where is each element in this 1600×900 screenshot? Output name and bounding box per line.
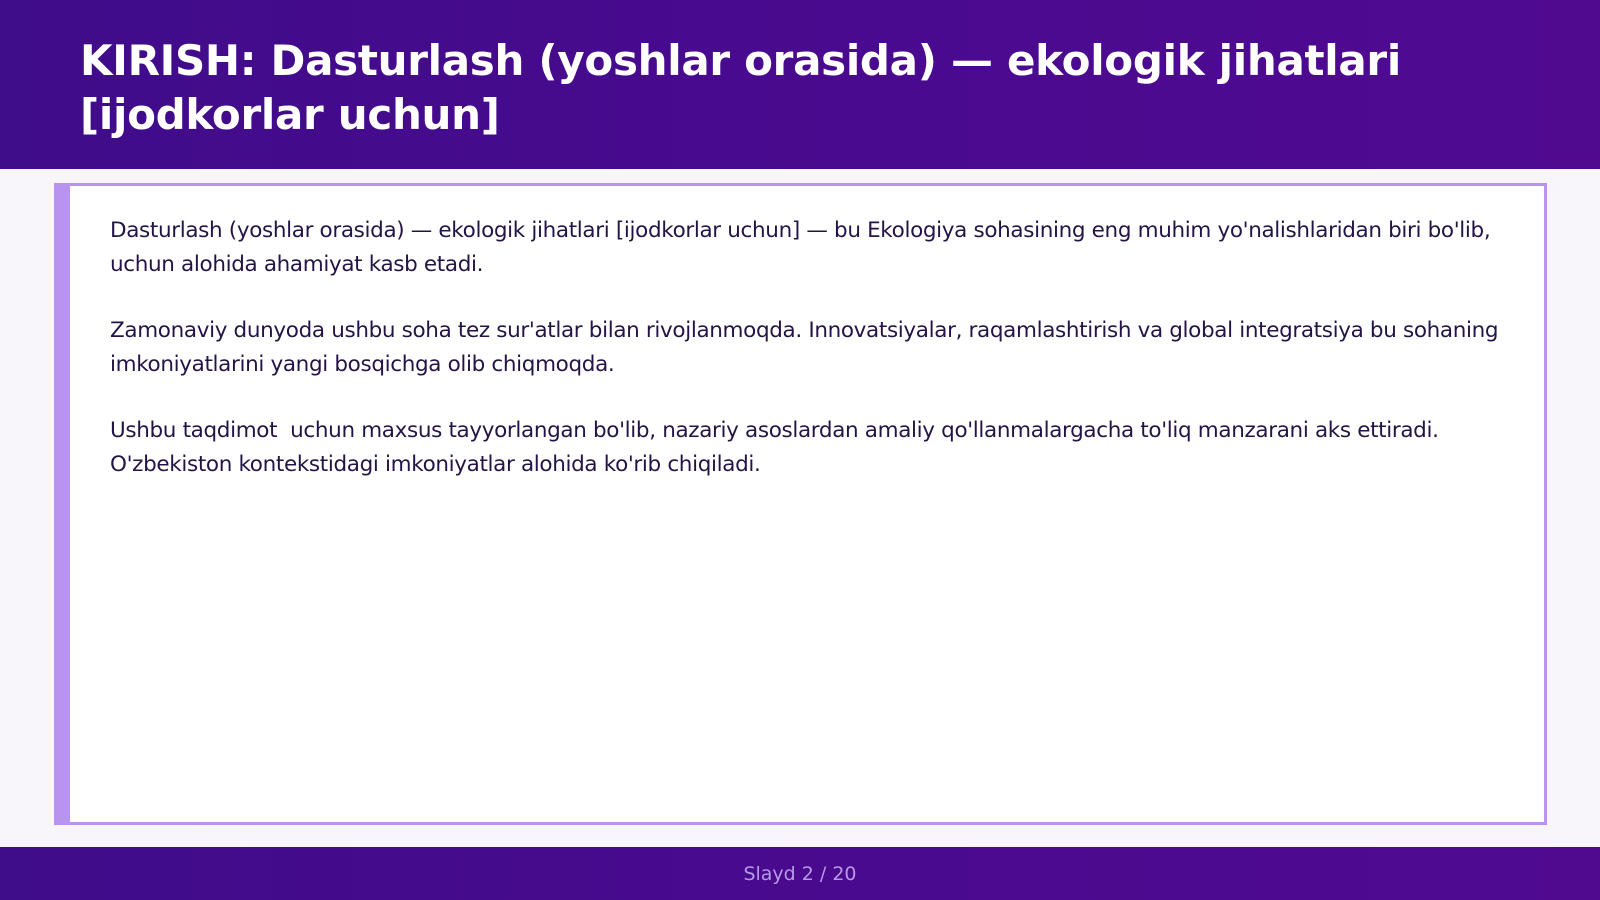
paragraph-modern-world: Zamonaviy dunyoda ushbu soha tez sur'atlar bilan rivojlanmoqda. Innovatsiyalar, raqamlashtirish va global integratsiya bu sohaning imkoniyatlarini yangi bosqichga olib chiqmoqda. [110, 318, 1505, 377]
slide-number: Slayd 2 / 20 [743, 863, 857, 885]
slide-footer [0, 847, 1600, 900]
paragraph-presentation-scope: Ushbu taqdimot uchun maxsus tayyorlangan bo'lib, nazariy asoslardan amaliy qo'llanmalargacha to'liq manzarani aks ettiradi. O'zbekiston kontekstidagi imkoniyatlar alohida ko'rib chiqiladi. [110, 418, 1446, 477]
content-text [110, 214, 1510, 514]
slide-header [0, 0, 1600, 169]
content-panel [54, 183, 1547, 825]
slide-title: KIRISH: Dasturlash (yoshlar orasida) — ekologik jihatlari [ijodkorlar uchun] [80, 36, 1401, 139]
paragraph-intro: Dasturlash (yoshlar orasida) — ekologik jihatlari [ijodkorlar uchun] — bu Ekologiya sohasining eng muhim yo'nalishlaridan biri bo'lib, uchun alohida ahamiyat kasb etadi. [110, 218, 1504, 277]
